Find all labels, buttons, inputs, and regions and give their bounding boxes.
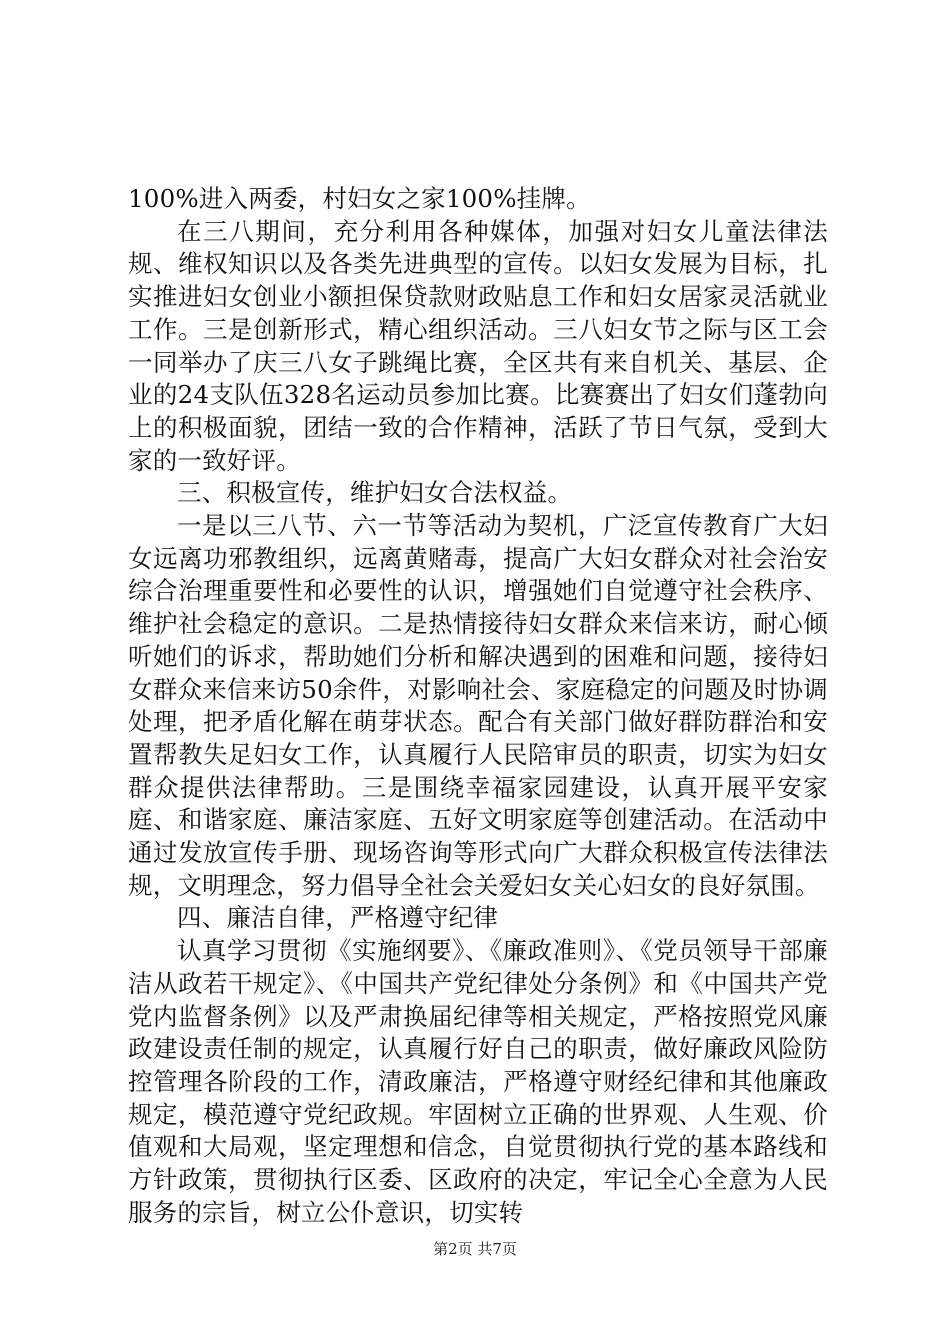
- paragraph-march-eighth-publicity: 在三八期间，充分利用各种媒体，加强对妇女儿童法律法规、维权知识以及各类先进典型的宣传。以妇女发展为目标，扎实推进妇女创业小额担保贷款财政贴息工作和妇女居家灵活就业工作。三是创新形式，精心组织活动。三八妇女节之际与区工会一同举办了庆三八女子跳绳比赛，全区共有来自机关、基层、企业的24支队伍328名运动员参加比赛。比赛赛出了妇女们蓬勃向上的积极面貌，团结一致的合作精神，活跃了节日气氛，受到大家的一致好评。: [128, 216, 828, 475]
- document-body: [128, 183, 828, 1230]
- page-number-footer: 第2页 共7页: [433, 1240, 517, 1258]
- paragraph-continuation: 100%进入两委，村妇女之家100%挂牌。: [128, 184, 591, 213]
- section-heading-four: 四、廉洁自律，严格遵守纪律: [177, 903, 499, 933]
- paragraph-integrity-discipline: 认真学习贯彻《实施纲要》、《廉政准则》、《党员领导干部廉洁从政若干规定》、《中国共产党纪律处分条例》和《中国共产党党内监督条例》以及严肃换届纪律等相关规定，严格按照党风廉政建设责任制的规定，认真履行好自己的职责，做好廉政风险防控管理各阶段的工作，清政廉洁，严格遵守财经纪律和其他廉政规定，模范遵守党纪政规。牢固树立正确的世界观、人生观、价值观和大局观，坚定理想和信念，自觉贯彻执行党的基本路线和方针政策，贯彻执行区委、区政府的决定，牢记全心全意为人民服务的宗旨，树立公仆意识，切实转: [128, 936, 828, 1227]
- section-heading-three: 三、积极宣传，维护妇女合法权益。: [177, 478, 573, 508]
- paragraph-legal-rights: 一是以三八节、六一节等活动为契机，广泛宣传教育广大妇女远离功邪教组织，远离黄赌毒，提高广大妇女群众对社会治安综合治理重要性和必要性的认识，增强她们自觉遵守社会秩序、维护社会稳定的意识。二是热情接待妇女群众来信来访，耐心倾听她们的诉求，帮助她们分析和解决遇到的困难和问题，接待妇女群众来信来访50余件，对影响社会、家庭稳定的问题及时协调处理，把矛盾化解在萌芽状态。配合有关部门做好群防群治和安置帮教失足妇女工作，认真履行人民陪审员的职责，切实为妇女群众提供法律帮助。三是围绕幸福家园建设，认真开展平安家庭、和谐家庭、廉洁家庭、五好文明家庭等创建活动。在活动中通过发放宣传手册、现场咨询等形式向广大群众积极宣传法律法规，文明理念，努力倡导全社会关爱妇女关心妇女的良好氛围。: [128, 511, 828, 900]
